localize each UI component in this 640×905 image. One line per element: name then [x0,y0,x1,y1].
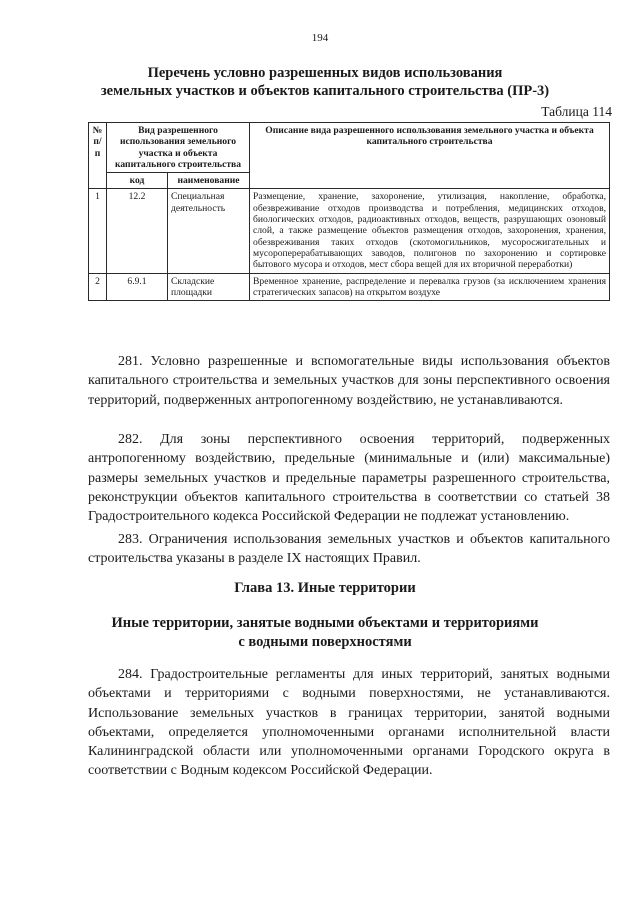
paragraph-282: 282. Для зоны перспективного освоения территорий, подверженных антропогенному воздействию, предельные (минимальные и (или) максимальные) размеры земельных участков и предельные параметры разрешенного строительства, реконструкции объектов капитального строительства в соответствии со статьей 38 Градостроительного кодекса Российской Федерации не подлежат установлению. [88,432,610,525]
document-title-line-1: Перечень условно разрешенных видов использования [147,65,503,81]
section-heading-line-2: с водными поверхностями [238,634,412,650]
header-name: наименование [168,173,250,189]
row-code: 12.2 [107,189,168,273]
header-description: Описание вида разрешенного использования земельного участка и объекта капитального строительства [250,123,610,189]
row-description: Размещение, хранение, захоронение, утилизация, накопление, обработка, обезвреживание отходов производства и потребления, медицинских отходов, биологических отходов, радиоактивных отходов, веществ, разрушающих озоновый слой, а также размещение объектов размещения отходов, захоронения, хранения, обезвреживания таких отходов (скотомогильников, мусоросжигательных и мусороперерабатывающих заводов, полигонов по захоронению и сортировке бытового мусора и отходов, мест сбора вещей для их вторичной переработки) [250,189,610,273]
row-name: Специальная деятельность [168,189,250,273]
chapter-heading: Глава 13. Иные территории [234,580,416,596]
table-row [89,189,610,273]
row-description: Временное хранение, распределение и перевалка грузов (за исключением хранения стратегических запасов) на открытом воздухе [250,273,610,301]
paragraph-281: 281. Условно разрешенные и вспомогательные виды использования объектов капитального строительства и земельных участков для зоны перспективного освоения территорий, подверженных антропогенному воздействию, не устанавливаются. [88,354,610,408]
section-heading [60,614,590,652]
row-number: 1 [89,189,107,273]
paragraph-284: 284. Градостроительные регламенты для иных территорий, занятых водными объектами и территориями с водными поверхностями, не устанавливаются. Использование земельных участков в границах территории, занятой водными объектами, определяется уполномоченными органами исполнительной власти Калининградской области или уполномоченными органами Городского округа в соответствии с Водным кодексом Российской Федерации. [88,667,610,779]
document-title [60,64,590,100]
header-use-kind: Вид разрешенного использования земельного участка и объекта капитального строительства [107,123,250,173]
paragraph-283: 283. Ограничения использования земельных участков и объектов капитального строительства указаны в разделе IX настоящих Правил. [88,532,610,567]
header-code: код [107,173,168,189]
row-code: 6.9.1 [107,273,168,301]
permitted-use-table [88,122,610,301]
section-heading-line-1: Иные территории, занятые водными объектами и территориями [111,615,539,631]
row-number: 2 [89,273,107,301]
table-header-row [89,123,610,173]
document-title-line-2: земельных участков и объектов капитального строительства (ПР-3) [100,83,550,99]
table-label: Таблица 114 [541,104,612,119]
row-name: Складские площадки [168,273,250,301]
header-number: № п/п [89,123,107,189]
page-number: 194 [311,32,329,44]
table-row [89,273,610,301]
